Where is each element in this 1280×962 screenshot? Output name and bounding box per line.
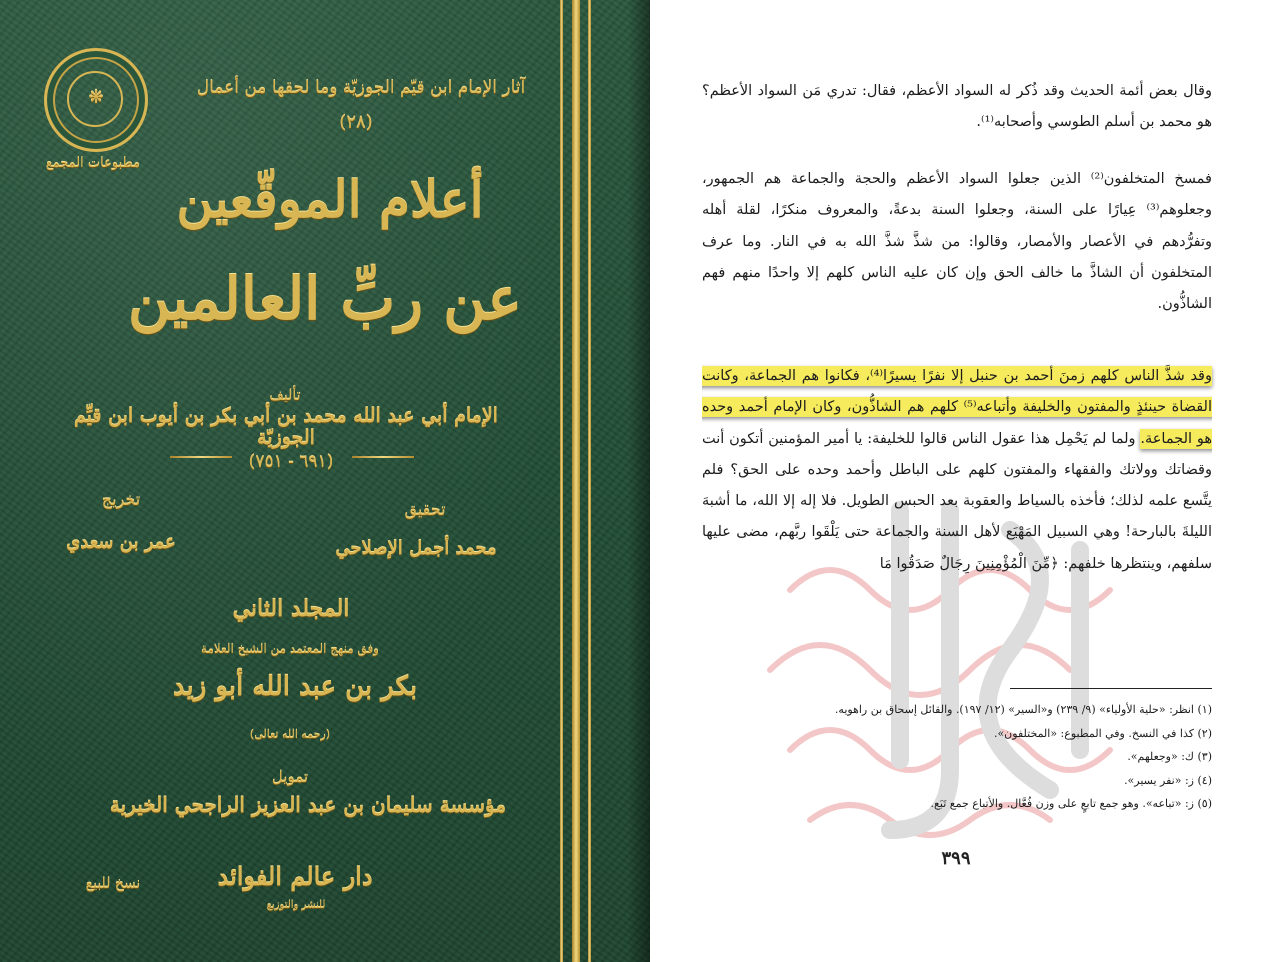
paragraph-1: وقال بعض أئمة الحديث وقد ذُكر له السواد الأعظم، فقال: تدري مَن السواد الأعظم؟ هو محمد بن أسلم الطوسي وأصحابه⁽¹⁾.: [702, 83, 1212, 131]
footnotes: [702, 698, 1212, 816]
editor-name: محمد أجمل الإصلاحي: [335, 538, 497, 559]
sheikh-name: بكر بن عبد الله أبو زيد: [172, 672, 418, 702]
footnote: (٢) كذا في النسخ. وفي المطبوع: «المختلفون».: [993, 726, 1212, 740]
series-title: آثار الإمام ابن قيّم الجوزيّة وما لحقها من أعمال: [196, 78, 526, 98]
dates-left-rule: [170, 456, 232, 458]
editor-label: تحقيق: [404, 500, 446, 519]
highlighted-passage: وقد شذَّ الناس كلهم زمنَ أحمد بن حنبل إلا نفرًا يسيرًا⁽⁴⁾، فكانوا هم الجماعة، وكانت القضاة حينئذٍ والمفتون والخليفة وأتباعه⁽⁵⁾ كلهم هم الشاذُّون، وكان الإمام أحمد وحده هو الجماعة.: [702, 368, 1213, 447]
funder-name: مؤسسة سليمان بن عبد العزيز الراجحي الخيرية: [109, 793, 507, 817]
publisher-subtitle: للنشر والتوزيع: [266, 900, 326, 911]
footnote: (٤) ز: «نفر يسير».: [1124, 773, 1212, 787]
footnote: (١) انظر: «حلية الأولياء» (٩/ ٢٣٩) و«السير» (١٢/ ١٩٧). والقائل إسحاق بن راهويه.: [834, 703, 1212, 716]
authored-by-label: تأليف: [269, 388, 301, 404]
takhrij-name: عمر بن سعدي: [66, 532, 176, 553]
spine-gold-rule: [588, 0, 591, 962]
volume-label: المجلد الثاني: [232, 596, 350, 622]
paragraph-3: [702, 361, 1212, 580]
series-number: (٢٨): [339, 112, 373, 133]
book-title-line1: أعلام الموقّعين: [176, 170, 484, 229]
takhrij-label: تخريج: [101, 490, 141, 509]
methodology-line: وفق منهج المعتمد من الشيخ العلامة: [201, 642, 379, 656]
funding-label: تمويل: [271, 768, 309, 786]
paragraph-2: فمسخ المتخلفون⁽²⁾ الذين جعلوا السواد الأعظم والحجة والجماعة هم الجمهور، وجعلوهم⁽³⁾ عِيارًا على السنة، وجعلوا السنة بدعةً، والمعروف منكرًا، لقلة أهله وتفرُّدهم في الأعصار والأمصار، وقالوا: من شذَّ شذَّ الله به في النار. وما عرف المتخلفون أن الشاذَّ ما خالف الحق وإن كان عليه الناس كلهم إلا واحدًا منهم فهم الشاذُّون.: [702, 171, 1212, 313]
spine-gold-rule: [572, 0, 580, 962]
not-for-sale-label: نسخ للبيع: [85, 876, 141, 892]
paragraph-3-continuation: ولما لم يَحْمِل هذا عقول الناس قالوا للخليفة: يا أمير المؤمنين أتكون أنت وقضاتك وولاتك والفقهاء والمفتون كلهم على الباطل وأحمد وحده على الحق؟ فلم يتَّسع علمه لذلك؛ فأخذه بالسياط والعقوبة بعد الحبس الطويل. فلا إله إلا الله، ما أشبهَ الليلةَ بالبارحة! وهي السبيل المَهْيَع لأهل السنة والجماعة حتى يَلْقَوا ربَّهم، مضى عليها سلفهم، وينتظرها خلفهم: ﴿مِّنَ الْمُؤْمِنِينَ رِجَالٌ صَدَقُوا مَا: [702, 430, 1212, 572]
footnote: (٣) ك: «وجعلهم».: [1127, 750, 1212, 763]
spine-gold-rule: [560, 0, 563, 962]
author-dates: (٦٩١ - ٧٥١): [248, 452, 334, 472]
book-page: [650, 0, 1280, 962]
seal-caption: مطبوعات المجمع: [45, 156, 141, 171]
publisher-logo: دار عالم الفوائد: [217, 862, 373, 891]
footnote: (٥) ز: «تباعه». وهو جمع تابعٍ على وزن فُعَّال. والأتباع جمع تَبَع.: [930, 797, 1212, 810]
page-number: ٣٩٩: [941, 848, 971, 869]
book-title-line2: عن ربِّ العالمين: [127, 265, 523, 333]
dates-right-rule: [352, 456, 414, 458]
author-name: الإمام أبي عبد الله محمد بن أبي بكر بن أيوب ابن قيِّم الجوزيّة: [74, 405, 498, 449]
spine-shadow: [628, 0, 650, 962]
rahimahu-label: (رحمه الله تعالى): [249, 728, 331, 741]
academy-seal-icon: ❋: [44, 48, 148, 152]
footnote-divider: [1010, 688, 1212, 689]
